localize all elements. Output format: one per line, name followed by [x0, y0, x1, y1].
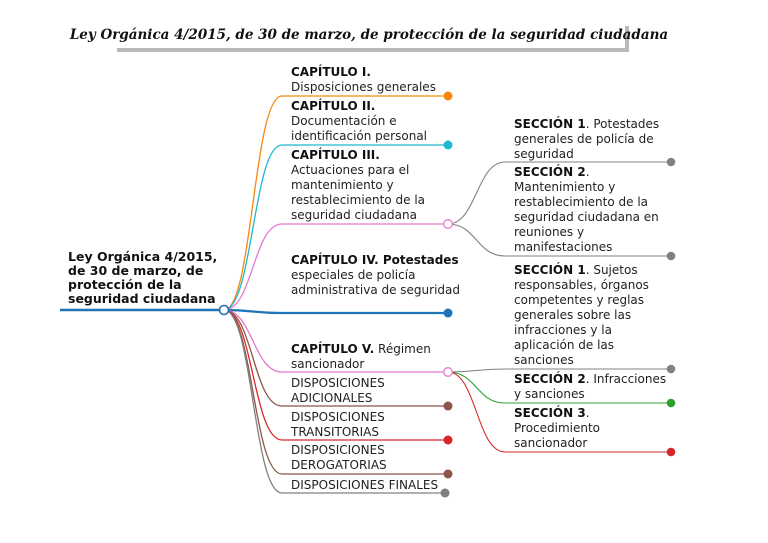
- node-label-c5s3-text: . Procedimiento sancionador: [514, 406, 601, 450]
- node-label-dtrans: [291, 410, 451, 440]
- node-label-c3s2-heading: SECCIÓN 2: [514, 165, 586, 179]
- node-label-c5s1: [514, 263, 669, 368]
- node-label-cap5-heading: CAPÍTULO V.: [291, 342, 375, 356]
- branch-line-cap4: [224, 310, 448, 313]
- node-label-cap2: [291, 99, 449, 144]
- node-label-c3s1: [514, 117, 669, 162]
- root-hub: [220, 306, 229, 315]
- node-label-c3s1-text: . Potestades generales de policía de seguridad: [514, 117, 660, 161]
- node-label-dfin: [291, 478, 451, 493]
- node-label-cap4-heading: CAPÍTULO IV. Potestades: [291, 253, 459, 267]
- node-label-dadic: [291, 376, 451, 406]
- node-label-cap2-heading: CAPÍTULO II.: [291, 99, 376, 113]
- node-label-c5s2: [514, 372, 669, 402]
- node-label-cap4-text: especiales de policía administrativa de seguridad: [291, 268, 461, 297]
- node-label-c3s2: [514, 165, 669, 255]
- node-label-cap2-text: Documentación e identificación personal: [291, 114, 428, 143]
- node-label-dfin-text: DISPOSICIONES FINALES: [291, 478, 439, 492]
- node-label-dadic-text: DISPOSICIONES ADICIONALES: [291, 376, 385, 405]
- node-label-c5s2-heading: SECCIÓN 2: [514, 372, 586, 386]
- node-label-c5s3-heading: SECCIÓN 3: [514, 406, 586, 420]
- node-label-cap1-text: Disposiciones generales: [291, 80, 436, 94]
- node-label-cap4: [291, 253, 471, 298]
- page-title: Ley Orgánica 4/2015, de 30 de marzo, de protección de la seguridad ciudadana: [69, 27, 669, 43]
- node-label-cap3-text: Actuaciones para el mantenimiento y restablecimiento de la seguridad ciudadana: [291, 163, 426, 222]
- node-label-dtrans-text: DISPOSICIONES TRANSITORIAS: [291, 410, 385, 439]
- node-dot-cap4: [444, 309, 453, 318]
- node-label-c5s1-text: . Sujetos responsables, órganos competentes y reglas generales sobre las infracciones y la aplicación de las sanciones: [514, 263, 649, 367]
- node-label-c3s2-text: . Mantenimiento y restablecimiento de la seguridad ciudadana en reuniones y manifestaciones: [514, 165, 659, 254]
- node-label-cap3: [291, 148, 449, 223]
- node-label-cap1: [291, 65, 449, 95]
- root-node-label: Ley Orgánica 4/2015, de 30 de marzo, de protección de la seguridad ciudadana: [68, 249, 218, 306]
- node-label-cap5: [291, 342, 449, 372]
- node-label-dderog-text: DISPOSICIONES DEROGATORIAS: [291, 443, 387, 472]
- node-label-c5s2-text: . Infracciones y sanciones: [514, 372, 667, 401]
- node-label-cap1-heading: CAPÍTULO I.: [291, 65, 371, 79]
- node-label-c5s3: [514, 406, 669, 451]
- node-label-c5s1-heading: SECCIÓN 1: [514, 263, 586, 277]
- node-label-cap3-heading: CAPÍTULO III.: [291, 148, 380, 162]
- node-label-c3s1-heading: SECCIÓN 1: [514, 117, 586, 131]
- node-label-cap5-text: Régimen sancionador: [291, 342, 431, 371]
- node-label-dderog: [291, 443, 451, 473]
